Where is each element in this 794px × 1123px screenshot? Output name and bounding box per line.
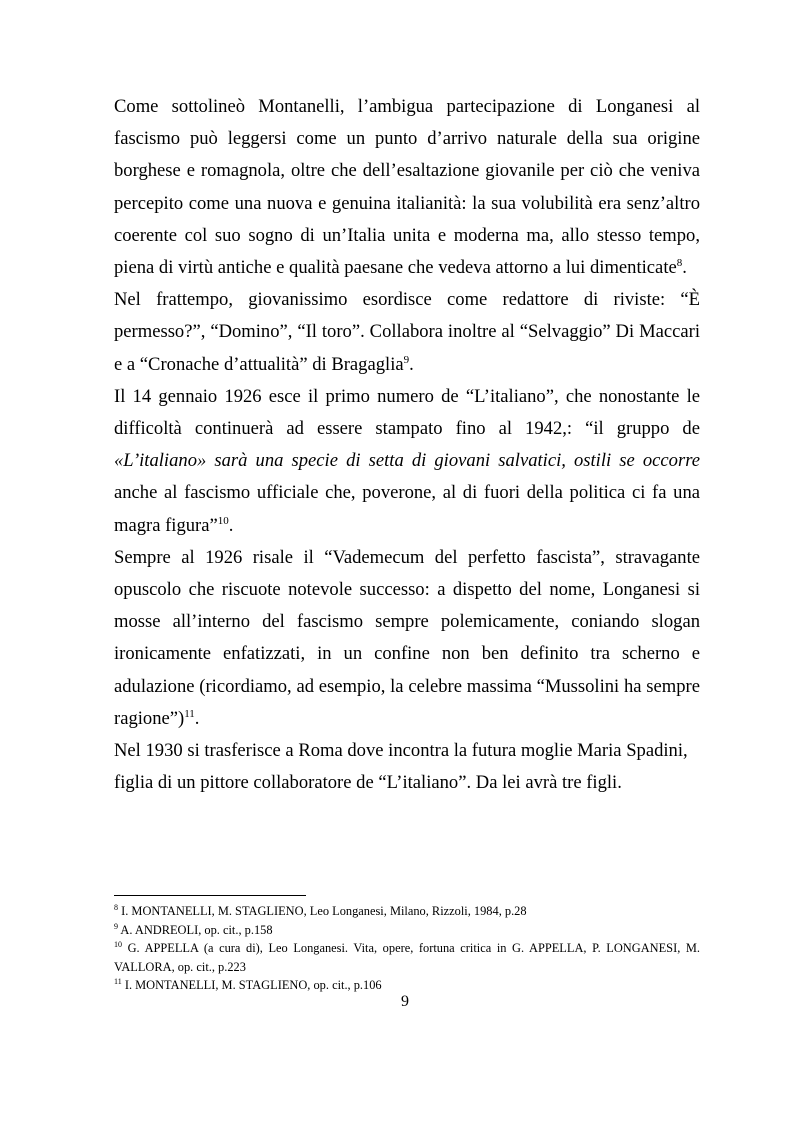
paragraph-montanelli (114, 91, 700, 284)
body-text (114, 91, 700, 799)
footnote-separator (114, 895, 306, 896)
footnote-text: I. MONTANELLI, M. STAGLIENO, op. cit., p.106 (124, 978, 382, 993)
footnote-text: A. ANDREOLI, op. cit., p.158 (120, 922, 273, 937)
paragraph-text: Nel 1930 si trasferisce a Roma dove incontra la futura moglie Maria Spadini, figlia di un pittore collaboratore de “L’italiano”. Da lei avrà tre figli. (114, 740, 688, 794)
paragraph-tail: . (409, 353, 414, 375)
paragraph-riviste (114, 284, 700, 381)
paragraph-vademecum (114, 542, 700, 735)
paragraph-rest: anche al fascismo ufficiale che, poverone, al di fuori della politica ci fa una magra figura” (114, 482, 700, 536)
paragraph-italiano (114, 381, 700, 542)
footnote-ref-8: 8 (676, 256, 683, 269)
footnote-number: 9 (114, 921, 118, 931)
footnote-number: 11 (114, 977, 122, 987)
paragraph-text: Come sottolineò Montanelli, l’ambigua partecipazione di Longanesi al fascismo può leggersi come un punto d’arrivo naturale della sua origine borghese e romagnola, oltre che dell’esaltazione giovanile per ciò che veniva percepito come una nuova e genuina italianità: la sua volubilità era senz’altro coerente col suo sogno di un’Italia unita e moderna ma, allo stesso tempo, piena di virtù antiche e qualità paesane che vedeva attorno a lui dimenticate (114, 96, 700, 279)
paragraph-tail: . (228, 514, 234, 536)
footnote-text: G. APPELLA (a cura di), Leo Longanesi. Vita, opere, fortuna critica in G. APPELLA, P. LONGANESI, M. VALLORA, op. cit., p.223 (114, 941, 700, 974)
footnotes (114, 902, 700, 995)
footnote-10 (114, 939, 700, 976)
footnote-text: I. MONTANELLI, M. STAGLIENO, Leo Longanesi, Milano, Rizzoli, 1984, p.28 (121, 904, 527, 918)
paragraph-lead: Il 14 gennaio 1926 esce il primo numero de “L’italiano”, che nonostante le difficoltà continuerà ad essere stampato fino al 1942,: “il gruppo de (114, 385, 700, 440)
paragraph-text: Nel frattempo, giovanissimo esordisce come redattore di riviste: “È permesso?”, “Domino”, “Il toro”. Collabora inoltre al “Selvaggio” Di Maccari e a “Cronache d’attualità” di Bragaglia (114, 289, 700, 375)
footnote-ref-9: 9 (403, 353, 410, 366)
footnote-ref-10: 10 (217, 514, 229, 527)
paragraph-tail: . (194, 707, 200, 729)
footnote-8 (114, 902, 700, 921)
page-number: 9 (401, 993, 409, 1010)
footnote-number: 8 (114, 902, 118, 912)
italic-quote: «L’italiano» sarà una specie di setta di giovani salvatici, ostili se occorre (114, 450, 700, 472)
paragraph-text: Sempre al 1926 risale il “Vademecum del perfetto fascista”, stravagante opuscolo che riscuote notevole successo: a dispetto del nome, Longanesi si mosse all’interno del fascismo sempre polemicamente, coniando slogan ironicamente enfatizzati, in un confine non ben definito tra scherno e adulazione (ricordiamo, ad esempio, la celebre massima “Mussolini ha sempre ragione”) (114, 546, 700, 729)
paragraph-roma (114, 735, 700, 799)
paragraph-tail: . (682, 257, 687, 279)
footnote-ref-11: 11 (184, 707, 195, 720)
footnote-number: 10 (114, 940, 122, 950)
footnote-9 (114, 921, 700, 940)
